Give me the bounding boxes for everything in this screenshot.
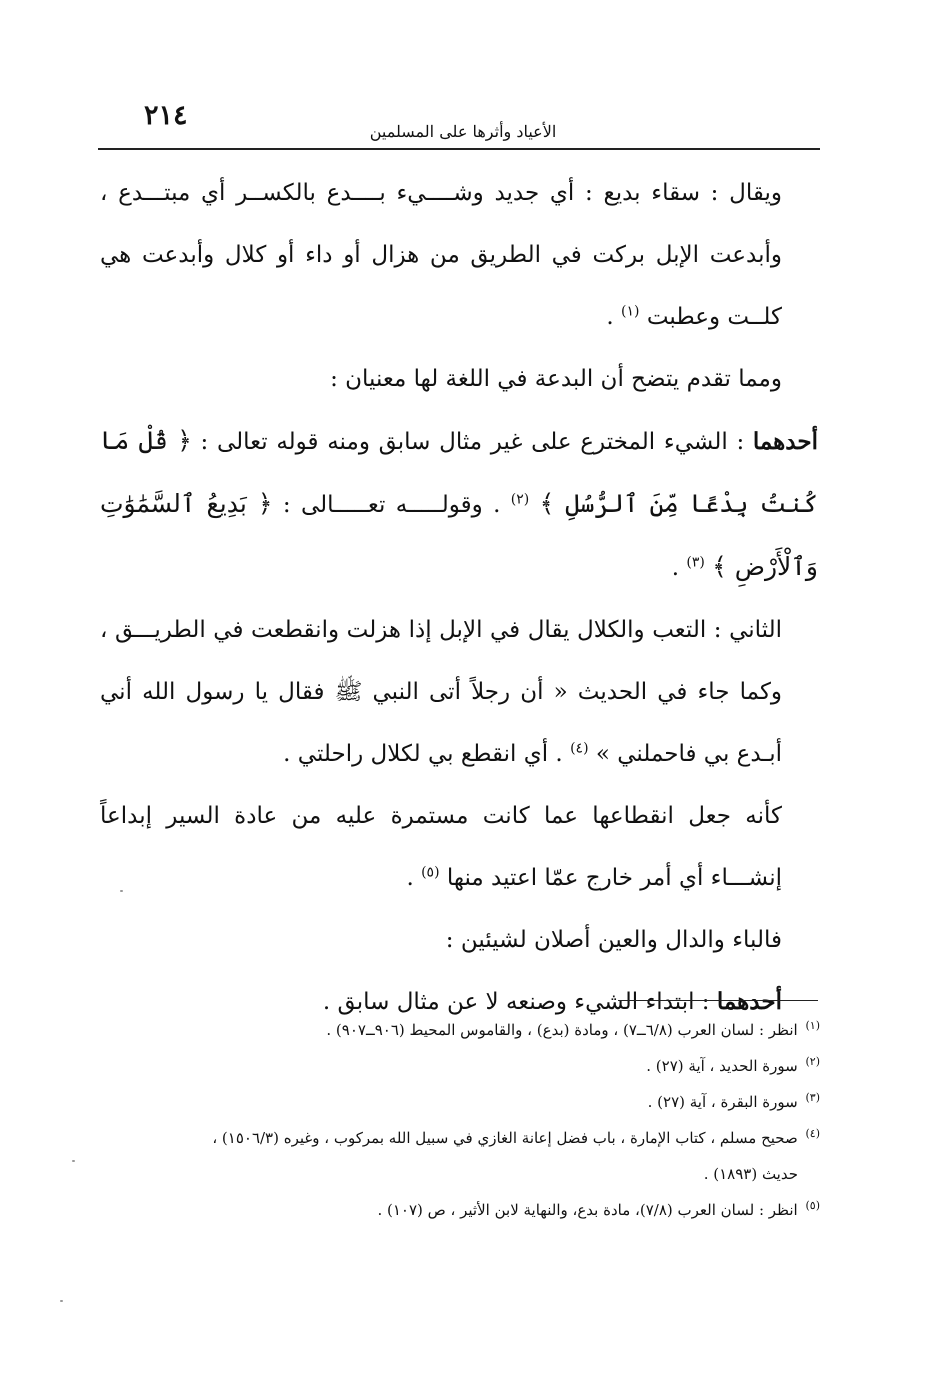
footnote-ref-2: (٢) bbox=[510, 491, 530, 508]
paragraph-3 bbox=[100, 410, 818, 599]
paragraph-7-text: : ابتداء الشيء وصنعه لا عن مثال سابق . bbox=[322, 989, 717, 1015]
page-number: ٢١٤ bbox=[144, 100, 188, 131]
footnote-ref-4: (٤) bbox=[570, 740, 589, 757]
page-header bbox=[98, 92, 820, 152]
paragraph-4 bbox=[100, 599, 818, 785]
footnote-ref-3: (٣) bbox=[686, 554, 705, 571]
footnotes bbox=[100, 1012, 820, 1228]
quran-verse-2: ﴿ بَدِيعُ ٱلسَّمَٰوَٰتِ وَٱلْأَرْضِ ﴾ bbox=[100, 489, 818, 581]
paragraph-5-text: كأنه جعل انقطاعها عما كانت مستمرة عليه من عادة السير إبداعاً إنشـــاء أي أمر خارج عمّا اعتيد منها bbox=[100, 803, 782, 891]
footnote-rule bbox=[618, 1000, 818, 1001]
scan-speck bbox=[120, 890, 123, 892]
footnote-4 bbox=[100, 1120, 820, 1156]
footnote-1 bbox=[100, 1012, 820, 1048]
paragraph-1-end: . bbox=[606, 304, 614, 330]
footnote-number: (٢) bbox=[805, 1055, 820, 1068]
quran-verse-1: ﴿ قُلْ مَا كُنتُ بِدْعًا مِّنَ ٱلرُّسُلِ ﴾ bbox=[100, 426, 819, 518]
footnote-4-continuation bbox=[100, 1156, 820, 1192]
footnote-text: صحيح مسلم ، كتاب الإمارة ، باب فضل إعانة الغازي في سبيل الله بمركوب ، وغيره (١٥٠٦/٣) ، bbox=[212, 1129, 798, 1147]
body-text bbox=[100, 162, 818, 1033]
paragraph-3-lead: أحدهما bbox=[752, 428, 818, 455]
paragraph-2 bbox=[100, 348, 818, 410]
footnote-number: (١) bbox=[805, 1019, 820, 1032]
paragraph-1-text: ويقال : سقاء بديع : أي جديد وشــــيء بــــدع بالكســر أي مبتـــدع ، وأبدعت الإبل بركت في الطريق من هزال أو داء أو كلال وأبدعت هي كلــت وعطبت bbox=[100, 180, 782, 330]
scan-speck bbox=[72, 1160, 75, 1162]
paragraph-4-text: الثاني : التعب والكلال يقال في الإبل إذا هزلت وانقطعت في الطريـــق ، وكما جاء في الحديث « أن رجلاً أتى النبي ﷺ فقال يا رسول الله أني أبـدع بي فاحملني » bbox=[100, 617, 782, 767]
paragraph-6-text: فالباء والدال والعين أصلان لشيئين : bbox=[445, 927, 782, 953]
paragraph-3-end: . bbox=[671, 555, 680, 581]
paragraph-7-lead: أحدهما bbox=[716, 988, 782, 1015]
footnote-text: سورة الحديد ، آية (٢٧) . bbox=[646, 1057, 798, 1075]
footnote-text: انظر : لسان العرب (٦/٨ــ٧) ، ومادة (بدع) ، والقاموس المحيط (٩٠٦ــ٩٠٧) . bbox=[326, 1021, 798, 1039]
footnote-ref-1: (١) bbox=[621, 303, 640, 320]
paragraph-6 bbox=[100, 909, 818, 971]
footnote-2 bbox=[100, 1048, 820, 1084]
scan-speck bbox=[60, 1300, 63, 1302]
paragraph-4-end: . أي انقطع بي لكلال راحلتي . bbox=[283, 741, 563, 767]
running-title: الأعياد وأثرها على المسلمين bbox=[369, 122, 557, 141]
paragraph-5 bbox=[100, 785, 818, 909]
footnote-ref-5: (٥) bbox=[421, 864, 440, 881]
footnote-3 bbox=[100, 1084, 820, 1120]
paragraph-1 bbox=[100, 162, 818, 348]
footnote-text: حديث (١٨٩٣) . bbox=[703, 1165, 798, 1183]
header-rule bbox=[98, 148, 820, 150]
footnote-number: (٥) bbox=[805, 1199, 820, 1212]
paragraph-3-text: : الشيء المخترع على غير مثال سابق ومنه قوله تعالى : bbox=[191, 429, 753, 455]
paragraph-5-end: . bbox=[406, 865, 414, 891]
footnote-text: سورة البقرة ، آية (٢٧) . bbox=[647, 1093, 798, 1111]
paragraph-3-mid: . وقولـــــه تعـــــالى : bbox=[272, 492, 501, 518]
footnote-number: (٤) bbox=[805, 1127, 820, 1140]
footnote-text: انظر : لسان العرب (٧/٨)، مادة بدع، والنهاية لابن الأثير ، ص (١٠٧) . bbox=[377, 1201, 798, 1219]
footnote-number: (٣) bbox=[805, 1091, 820, 1104]
paragraph-2-text: ومما تقدم يتضح أن البدعة في اللغة لها معنيان : bbox=[330, 366, 782, 392]
footnote-5 bbox=[100, 1192, 820, 1228]
